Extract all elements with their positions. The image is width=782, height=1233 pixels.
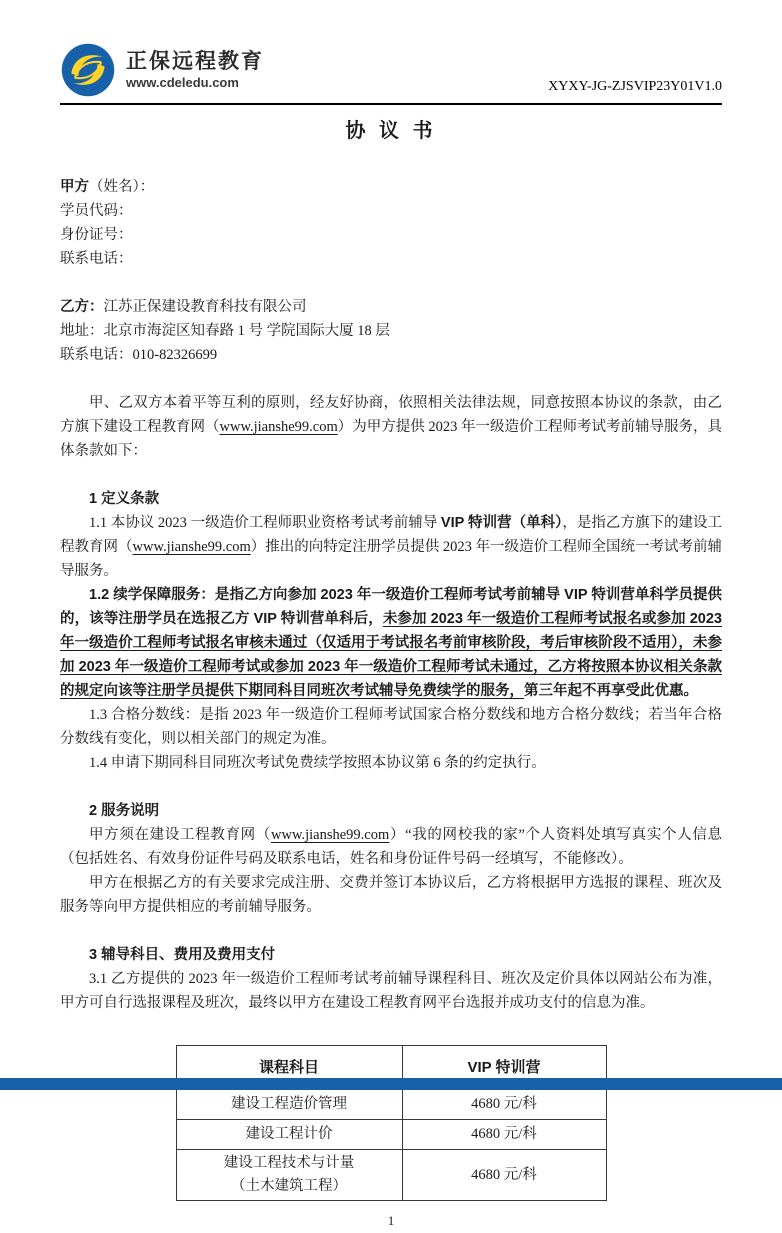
column-header-vip-camp: VIP 特训营 xyxy=(402,1046,606,1090)
text-run: 1.3 合格分数线：是指 2023 年一级造价工程师考试国家合格分数线和地方合格分数线；若当年合格分数线有变化，则以相关部门的规定为准。 xyxy=(60,707,722,747)
paragraph xyxy=(60,391,722,463)
brand xyxy=(60,42,264,98)
paragraph xyxy=(60,511,722,583)
text-run: ）推出的向特定注册学员提供 2023 年一级造价工程师全国统一考试考前辅导服务。 xyxy=(60,539,723,579)
table-row xyxy=(176,1090,606,1120)
table-cell: 建设工程造价管理 xyxy=(176,1090,402,1120)
link-url: www.jianshe99.com xyxy=(132,539,251,555)
text-run: 1.2 续学保障服务：是指乙方向参加 2023 年一级造价工程师考试考前辅导 VIP 特训营单科学员提供的，该等注册学员在选报乙方 VIP 特训营单科后， xyxy=(60,587,722,627)
paragraph xyxy=(60,583,722,703)
link-url: www.jianshe99.com xyxy=(271,827,390,843)
paragraph xyxy=(60,967,722,1015)
text-run: ，是指乙方旗下的建设工程教育网（ xyxy=(60,515,723,555)
brand-name: 正保远程教育 xyxy=(126,50,264,73)
page-header xyxy=(0,0,782,105)
text-run: ）为甲方提供 2023 年一级造价工程师考试考前辅导服务，具体条款如下： xyxy=(60,419,723,459)
table-cell: 4680 元/科 xyxy=(402,1120,606,1150)
section-heading xyxy=(60,487,722,511)
table-cell: 4680 元/科 xyxy=(402,1150,606,1201)
header-rule xyxy=(60,103,722,105)
field-line xyxy=(60,175,722,199)
text-run: 联系电话：010-82326699 xyxy=(60,347,218,363)
text-run: 地址：北京市海淀区知春路 1 号 学院国际大厦 18 层 xyxy=(60,323,390,339)
text-run: 3 辅导科目、费用及费用支付 xyxy=(89,947,276,963)
paragraph xyxy=(60,823,722,871)
text-run: 第三年起不再享受此优惠。 xyxy=(524,683,698,699)
field-line xyxy=(60,199,722,223)
section-heading xyxy=(60,943,722,967)
field-line xyxy=(60,343,722,367)
paragraph xyxy=(60,703,722,751)
text-run: ）“我的网校我的家”个人资料处填写真实个人信息（包括姓名、有效身份证件号码及联系电话，姓名和身份证件号码一经填写，不能修改）。 xyxy=(60,827,723,867)
text-run: VIP 特训营（单科） xyxy=(440,515,563,531)
text-run: 1 定义条款 xyxy=(89,491,160,507)
table-row xyxy=(176,1120,606,1150)
text-run: 3.1 乙方提供的 2023 年一级造价工程师考试考前辅导课程科目、班次及定价具体以网站公布为准，甲方可自行选报课程及班次，最终以甲方在建设工程教育网平台选报并成功支付的信息为准。 xyxy=(60,971,722,1011)
text-run: 甲方在根据乙方的有关要求完成注册、交费并签订本协议后，乙方将根据甲方选报的课程、班次及服务等向甲方提供相应的考前辅导服务。 xyxy=(60,875,722,915)
brand-logo-icon xyxy=(60,42,116,98)
text-run: 未参加 2023 年一级造价工程师考试报名或参加 2023 年一级造价工程师考试报名审核未通过（仅适用于考试报名考前审核阶段，考后审核阶段不适用），未参加 2023 年一级造价工程师考试或参加 2023 年一级造价工程师考试未通过，乙方将按照本协议相关条款的规定向该等注册学员提供下期同科目同班次考试辅导免费续学的服务， xyxy=(60,611,722,699)
paragraph xyxy=(60,751,722,775)
column-header-subject: 课程科目 xyxy=(176,1046,402,1090)
field-line xyxy=(60,319,722,343)
brand-url: www.cdeledu.com xyxy=(126,75,239,90)
field-line xyxy=(60,247,722,271)
section-heading xyxy=(60,799,722,823)
text-run: （姓名）： xyxy=(89,179,155,195)
text-run: 1.1 本协议 2023 一级造价工程师职业资格考试考前辅导 xyxy=(89,515,441,531)
course-price-table xyxy=(176,1045,607,1201)
page-title: 协 议 书 xyxy=(345,120,437,142)
link-url: www.jianshe99.com xyxy=(219,419,338,435)
page-number: 1 xyxy=(387,1213,395,1228)
table-cell: 建设工程技术与计量 （土木建筑工程） xyxy=(176,1150,402,1201)
course-table-body xyxy=(176,1090,606,1201)
field-line xyxy=(60,223,722,247)
doc-code: XYXY-JG-ZJSVIP23Y01V1.0 xyxy=(548,79,722,94)
document-blocks xyxy=(60,175,722,1015)
text-run: 联系电话： xyxy=(60,251,133,267)
text-run: 1.4 申请下期同科目同班次考试免费续学按照本协议第 6 条的约定执行。 xyxy=(89,755,546,771)
table-row xyxy=(176,1150,606,1201)
text-run: 甲方须在建设工程教育网（ xyxy=(89,827,272,843)
document-body xyxy=(0,145,782,1233)
table-cell: 建设工程计价 xyxy=(176,1120,402,1150)
text-run: 江苏正保建设教育科技有限公司 xyxy=(103,299,307,315)
text-run: 甲、乙双方本着平等互利的原则，经友好协商，依照相关法律法规，同意按照本协议的条款，由乙方旗下建设工程教育网（ xyxy=(60,395,722,435)
text-run: 乙方： xyxy=(60,299,104,315)
text-run: 身份证号： xyxy=(60,227,133,243)
footer-bar xyxy=(0,1078,782,1090)
field-line xyxy=(60,295,722,319)
paragraph xyxy=(60,871,722,919)
text-run: 甲方 xyxy=(60,179,89,195)
text-run: 2 服务说明 xyxy=(89,803,160,819)
text-run: 学员代码： xyxy=(60,203,133,219)
table-cell: 4680 元/科 xyxy=(402,1090,606,1120)
